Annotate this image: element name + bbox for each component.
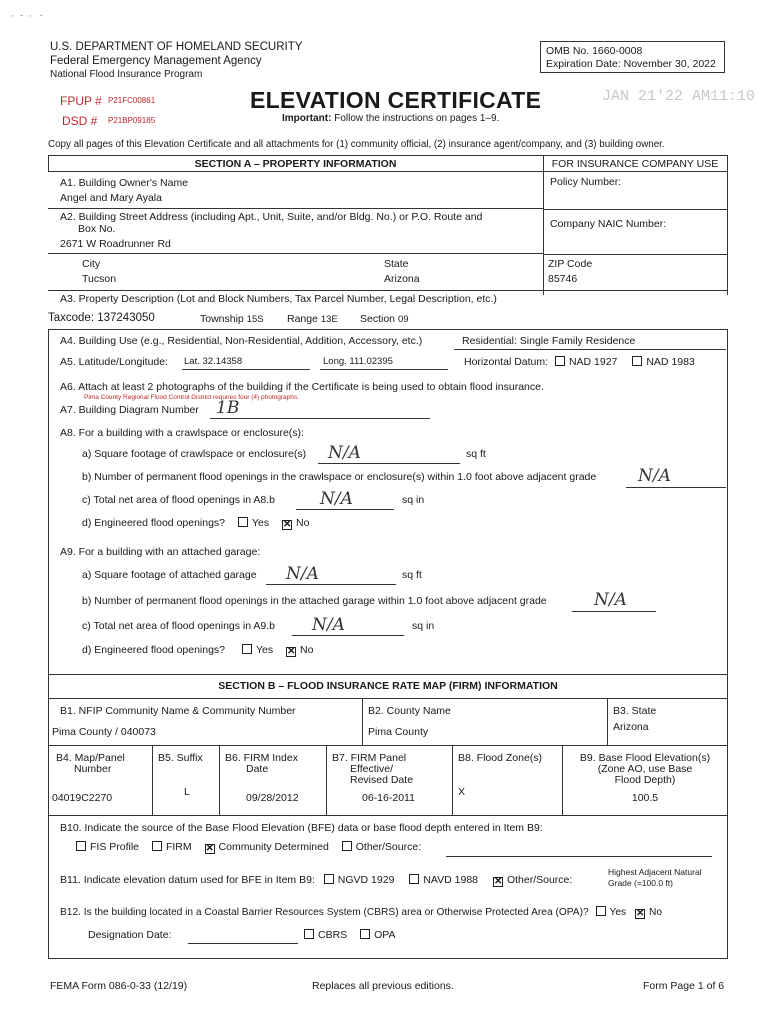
navd1988-label: NAVD 1988 bbox=[423, 874, 479, 886]
fis-profile-label: FIS Profile bbox=[90, 841, 140, 853]
a8c-label: c) Total net area of flood openings in A8.b bbox=[82, 494, 276, 506]
section bbox=[360, 313, 409, 325]
a8d-no-checkbox[interactable]: ✕ bbox=[283, 519, 292, 530]
range bbox=[287, 313, 338, 325]
fpup-number: P21FC00861 bbox=[108, 96, 156, 105]
zip-value: 85746 bbox=[548, 273, 578, 285]
fpup-label: FPUP # bbox=[60, 94, 102, 108]
horizontal-datum-label: Horizontal Datum: bbox=[464, 356, 549, 368]
a7-label: A7. Building Diagram Number bbox=[60, 404, 199, 416]
a9d-no-label: No bbox=[300, 644, 314, 656]
b11-other-line1: Highest Adjacent Natural bbox=[608, 867, 702, 877]
cbrs-checkbox[interactable] bbox=[304, 929, 314, 939]
omb-number: OMB No. 1660-0008 bbox=[546, 45, 643, 57]
b2-label: B2. County Name bbox=[368, 705, 451, 717]
policy-number-label: Policy Number: bbox=[550, 176, 622, 188]
other-source-checkbox[interactable] bbox=[342, 841, 352, 851]
a6-label: A6. Attach at least 2 photographs of the building if the Certificate is being used to obtain flood insurance. bbox=[60, 381, 544, 393]
scan-specks: ' ˆ ' ˆ bbox=[12, 14, 43, 23]
nad1983-checkbox[interactable] bbox=[632, 356, 642, 366]
state-value: Arizona bbox=[384, 273, 420, 285]
a9d-yes-label: Yes bbox=[255, 644, 274, 656]
a9a-unit: sq ft bbox=[402, 569, 422, 581]
nad1927-checkbox[interactable] bbox=[555, 356, 565, 366]
township-value: 15S bbox=[246, 314, 264, 325]
diagram-number: 1B bbox=[216, 398, 240, 418]
cbrs-label: CBRS bbox=[318, 929, 348, 941]
b10-label: B10. Indicate the source of the Base Flood Elevation (BFE) data or base flood depth entered in Item B9: bbox=[60, 822, 543, 834]
b8-label: B8. Flood Zone(s) bbox=[458, 752, 543, 764]
b11-label: B11. Indicate elevation datum used for BFE in Item B9: bbox=[60, 874, 315, 886]
a8d-yes-checkbox[interactable] bbox=[238, 517, 248, 527]
insurance-use-heading: FOR INSURANCE COMPANY USE bbox=[551, 158, 719, 170]
b12-question bbox=[60, 906, 662, 919]
other-datum-label: Other/Source: bbox=[506, 874, 573, 886]
firm-index-date: 09/28/2012 bbox=[246, 792, 299, 804]
firm-panel-date: 06-16-2011 bbox=[362, 792, 415, 804]
a9-label: A9. For a building with an attached garage: bbox=[60, 546, 261, 558]
replaces-note: Replaces all previous editions. bbox=[312, 980, 454, 992]
dsd-label: DSD # bbox=[62, 114, 98, 128]
a9a-label: a) Square footage of attached garage bbox=[82, 569, 257, 581]
community-determined-label: Community Determined bbox=[218, 841, 329, 853]
a4-label: A4. Building Use (e.g., Residential, Non-Residential, Addition, Accessory, etc.) bbox=[60, 335, 423, 347]
owner-name: Angel and Mary Ayala bbox=[60, 192, 162, 204]
township-label: Township bbox=[200, 313, 244, 325]
a9d-no-checkbox[interactable]: ✕ bbox=[287, 646, 296, 657]
a3-label: A3. Property Description (Lot and Block Numbers, Tax Parcel Number, Legal Description, etc.) bbox=[60, 293, 497, 305]
a9c-label: c) Total net area of flood openings in A9.b bbox=[82, 620, 276, 632]
b12-yes-label: Yes bbox=[609, 907, 627, 918]
a8b-label: b) Number of permanent flood openings in the crawlspace or enclosure(s) within 1.0 foot above adjacent grade bbox=[82, 471, 597, 483]
opa-label: OPA bbox=[374, 929, 396, 941]
zip-label: ZIP Code bbox=[548, 258, 593, 270]
opa-checkbox[interactable] bbox=[360, 929, 370, 939]
a1-label: A1. Building Owner's Name bbox=[60, 177, 189, 189]
b7-label-line3: Revised Date bbox=[350, 774, 414, 786]
range-label: Range bbox=[287, 313, 318, 325]
firm-label: FIRM bbox=[165, 841, 192, 853]
program-name: National Flood Insurance Program bbox=[50, 69, 203, 80]
important-text: Follow the instructions on pages 1–9. bbox=[334, 113, 500, 124]
state-label: State bbox=[384, 258, 409, 270]
a9b-value: N/A bbox=[594, 590, 627, 610]
form-number: FEMA Form 086-0-33 (12/19) bbox=[50, 980, 188, 992]
a2-label-line1: A2. Building Street Address (including Apt., Unit, Suite, and/or Bldg. No.) or P.O. Route and bbox=[60, 211, 483, 223]
a8d-question bbox=[82, 517, 309, 530]
agency-name: U.S. DEPARTMENT OF HOMELAND SECURITY bbox=[50, 41, 303, 53]
b6-label-line1: B6. FIRM Index bbox=[225, 752, 298, 764]
a8-label: A8. For a building with a crawlspace or enclosure(s): bbox=[60, 427, 304, 439]
important-label: Important: bbox=[282, 113, 332, 124]
b9-label-line3: Flood Depth) bbox=[614, 774, 676, 786]
range-value: 13E bbox=[320, 314, 338, 325]
a9d-question bbox=[82, 644, 313, 657]
b7-label-line1: B7. FIRM Panel bbox=[332, 752, 407, 764]
a9c-unit: sq in bbox=[412, 620, 435, 632]
section-b-heading: SECTION B – FLOOD INSURANCE RATE MAP (FIRM) INFORMATION bbox=[218, 680, 558, 692]
city-label: City bbox=[82, 258, 101, 270]
a9b-label: b) Number of permanent flood openings in the attached garage within 1.0 foot above adjacent grade bbox=[82, 595, 547, 607]
b12-yes-checkbox[interactable] bbox=[596, 906, 606, 916]
b1-label: B1. NFIP Community Name & Community Number bbox=[60, 705, 296, 717]
received-date-stamp: JAN 21'22 AM11:10 bbox=[602, 88, 756, 105]
omb-box bbox=[540, 41, 725, 73]
a8a-unit: sq ft bbox=[466, 448, 486, 460]
b12-no-checkbox[interactable]: ✕ bbox=[635, 908, 645, 919]
map-panel-number: 04019C2270 bbox=[52, 792, 113, 804]
b7-label-line2: Effective/ bbox=[350, 763, 393, 775]
a5-label: A5. Latitude/Longitude: bbox=[60, 356, 169, 368]
b9-label-line1: B9. Base Flood Elevation(s) bbox=[579, 752, 711, 764]
a8b-value: N/A bbox=[638, 466, 671, 486]
latitude: Lat. 32.14358 bbox=[184, 356, 243, 367]
suffix-value: L bbox=[184, 786, 190, 798]
dsd-number: P21BP09185 bbox=[108, 116, 156, 125]
b12-label: B12. Is the building located in a Coastal Barrier Resources System (CBRS) area or Otherwise Protected Area (OPA)? bbox=[60, 907, 589, 918]
other-source-label: Other/Source: bbox=[355, 841, 422, 853]
city-value: Tucson bbox=[82, 273, 117, 285]
a9a-value: N/A bbox=[286, 564, 319, 584]
horizontal-datum bbox=[464, 356, 695, 368]
b10-options bbox=[76, 841, 421, 854]
section-value: 09 bbox=[397, 314, 409, 325]
a8c-value: N/A bbox=[320, 489, 353, 509]
page-number: Form Page 1 of 6 bbox=[643, 980, 725, 992]
nad1983-label: NAD 1983 bbox=[646, 356, 695, 368]
a8d-no-label: No bbox=[296, 517, 310, 529]
section-label: Section bbox=[360, 313, 396, 325]
section-a-heading: SECTION A – PROPERTY INFORMATION bbox=[194, 158, 397, 170]
a8d-label: d) Engineered flood openings? bbox=[82, 517, 226, 529]
a9d-label: d) Engineered flood openings? bbox=[82, 644, 226, 656]
agency-subname: Federal Emergency Management Agency bbox=[50, 55, 262, 67]
building-use-value: Residential: Single Family Residence bbox=[462, 335, 636, 347]
b6-label-line2: Date bbox=[246, 763, 269, 775]
a9c-value: N/A bbox=[312, 615, 345, 635]
county-name: Pima County bbox=[368, 726, 429, 738]
longitude: Long. 111.02395 bbox=[323, 356, 393, 367]
b9-label-line2: (Zone AO, use Base bbox=[597, 763, 693, 775]
ngvd1929-checkbox[interactable] bbox=[324, 874, 334, 884]
document-title: ELEVATION CERTIFICATE bbox=[250, 87, 542, 113]
b12-no-label: No bbox=[648, 907, 663, 918]
b11-question bbox=[60, 874, 572, 887]
base-flood-elevation: 100.5 bbox=[631, 792, 659, 804]
flood-zone: X bbox=[458, 786, 466, 798]
other-datum-checkbox[interactable]: ✕ bbox=[493, 876, 503, 887]
community-determined-checkbox[interactable]: ✕ bbox=[205, 843, 214, 854]
a8a-value: N/A bbox=[328, 443, 361, 463]
a8a-label: a) Square footage of crawlspace or enclosure(s) bbox=[82, 448, 307, 460]
taxcode: Taxcode: 137243050 bbox=[48, 312, 155, 324]
navd1988-checkbox[interactable] bbox=[409, 874, 419, 884]
b11-other-line2: Grade (=100.0 ft) bbox=[608, 878, 673, 888]
street-address: 2671 W Roadrunner Rd bbox=[60, 238, 171, 250]
a8d-yes-label: Yes bbox=[251, 517, 270, 529]
a6-photo-note: Pima County Regional Flood Control District requires four (4) photographs. bbox=[84, 394, 299, 401]
b5-label: B5. Suffix bbox=[158, 752, 203, 764]
expiration-date: Expiration Date: November 30, 2022 bbox=[546, 58, 716, 70]
b3-label: B3. State bbox=[613, 705, 657, 717]
a2-label-line2: Box No. bbox=[78, 223, 116, 235]
a9d-yes-checkbox[interactable] bbox=[242, 644, 252, 654]
naic-number-label: Company NAIC Number: bbox=[550, 218, 667, 230]
fis-profile-checkbox[interactable] bbox=[76, 841, 86, 851]
community-name-number: Pima County / 040073 bbox=[52, 726, 156, 738]
copy-instruction: Copy all pages of this Elevation Certificate and all attachments for (1) community official, (2) insurance agent/company, and (3) building owner. bbox=[48, 139, 665, 150]
a8c-unit: sq in bbox=[402, 494, 425, 506]
b4-label-line2: Number bbox=[74, 763, 112, 775]
ngvd1929-label: NGVD 1929 bbox=[337, 874, 395, 886]
designation-date-label: Designation Date: bbox=[88, 929, 172, 941]
township bbox=[200, 313, 264, 325]
nad1927-label: NAD 1927 bbox=[568, 356, 618, 368]
important-note bbox=[282, 113, 499, 124]
b4-label-line1: B4. Map/Panel bbox=[56, 752, 125, 764]
firm-checkbox[interactable] bbox=[152, 841, 162, 851]
state-b3-value: Arizona bbox=[613, 721, 649, 733]
designation-options bbox=[304, 929, 396, 941]
